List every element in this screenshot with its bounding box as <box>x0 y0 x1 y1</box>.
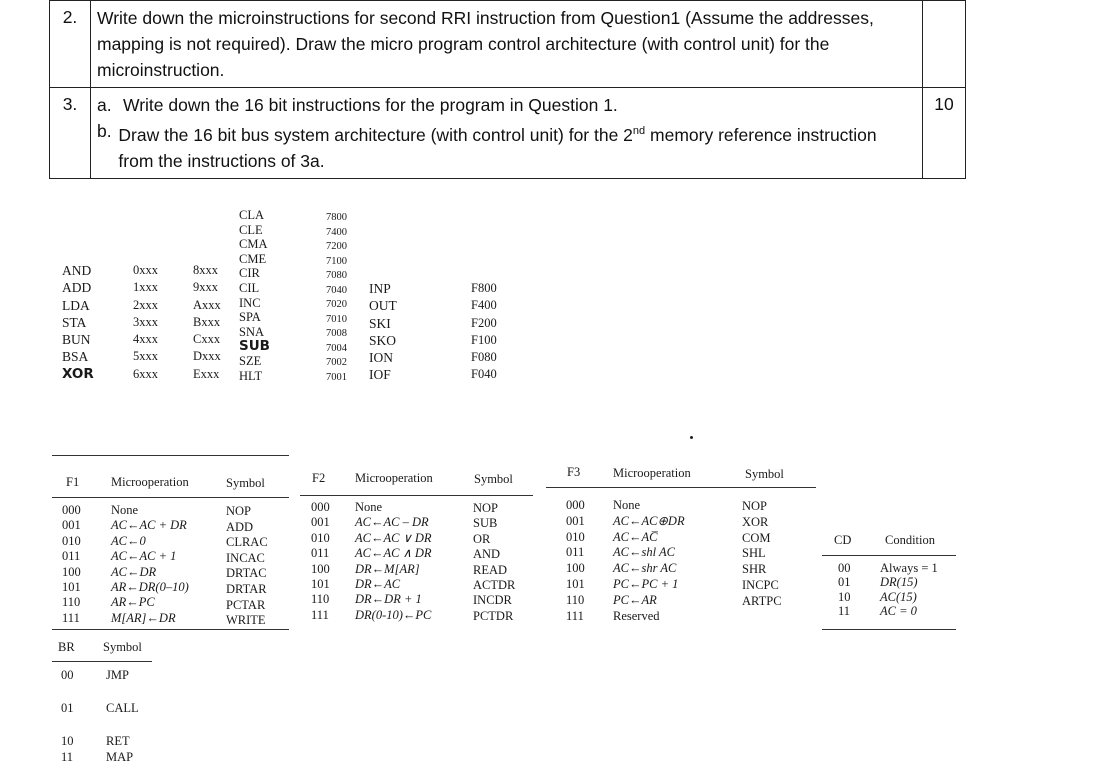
f2-header-rule <box>300 495 533 496</box>
br-header-code: BR <box>58 640 75 654</box>
br-symbol-2: RET <box>106 734 130 748</box>
f2-header-code: F2 <box>312 471 326 485</box>
rri-codes: 7800 7400 7200 7100 7080 7040 7020 7010 7008 7004 7002 7001 <box>326 212 347 383</box>
br-symbol-0: JMP <box>106 668 129 682</box>
f2-header-op: Microoperation <box>355 471 433 485</box>
question-parts <box>91 88 923 179</box>
br-code-3: 11 <box>61 750 74 764</box>
cd-conditions: Always = 1 DR(15) AC(15) AC = 0 <box>880 561 938 619</box>
f3-codes: 000 001 010 011 100 101 110 111 <box>566 498 585 623</box>
question-row-2 <box>50 1 966 88</box>
br-header-rule <box>52 661 152 662</box>
f1-header-op: Microoperation <box>111 475 189 489</box>
question-marks <box>923 1 966 88</box>
question-part-b: b. Draw the 16 bit bus system architecture (with control unit) for the 2nd memory reference instruction from the instructions of 3a. <box>97 121 877 171</box>
f3-header-symbol: Symbol <box>745 467 784 481</box>
f3-ops: None AC←AC⊕DR AC←AC̅ AC←shl AC AC←shr AC PC←PC + 1 PC←AR Reserved <box>613 498 685 623</box>
f1-header-rule <box>52 497 289 498</box>
f2-codes: 000 001 010 011 100 101 110 111 <box>311 500 330 622</box>
question-marks: 10 <box>923 88 966 179</box>
io-codes: F800 F400 F200 F100 F080 F040 <box>471 281 497 382</box>
question-text: Write down the microinstructions for second RRI instruction from Question1 (Assume the addresses, mapping is not required). Draw the micro program control architecture (with control unit) for the microinstruction. <box>91 1 923 88</box>
question-part-a: a. Write down the 16 bit instructions for the program in Question 1. <box>97 95 618 115</box>
f3-header-code: F3 <box>567 465 581 479</box>
f3-header-op: Microoperation <box>613 466 691 480</box>
question-number: 3. <box>50 88 91 179</box>
br-header-symbol: Symbol <box>103 640 142 654</box>
cd-header-rule <box>822 555 956 556</box>
br-code-1: 01 <box>61 701 74 715</box>
f3-header-rule <box>546 487 816 488</box>
f2-ops: None AC←AC – DR AC←AC ∨ DR AC←AC ∧ DR DR←M[AR] DR←AC DR←DR + 1 DR(0-10)←PC <box>355 500 432 622</box>
f1-symbols: NOP ADD CLRAC INCAC DRTAC DRTAR PCTAR WRITE <box>226 504 268 628</box>
question-table <box>49 0 966 179</box>
f1-bottom-rule <box>52 629 289 630</box>
rri-mnemonics: CLA CLE CMA CME CIR CIL INC SPA SNA SUB SZE HLT <box>239 208 270 383</box>
f2-symbols: NOP SUB OR AND READ ACTDR INCDR PCTDR <box>473 501 516 623</box>
br-symbol-1: CALL <box>106 701 139 715</box>
io-mnemonics: INP OUT SKI SKO ION IOF <box>369 281 397 383</box>
br-symbol-3: MAP <box>106 750 134 764</box>
f2-header-symbol: Symbol <box>474 472 513 486</box>
f1-codes: 000 001 010 011 100 101 110 111 <box>62 503 81 625</box>
f1-header-symbol: Symbol <box>226 476 265 490</box>
br-code-2: 10 <box>61 734 74 748</box>
mri-mnemonics: AND ADD LDA STA BUN BSA XOR <box>62 263 94 382</box>
mri-direct-codes: 0xxx 1xxx 2xxx 3xxx 4xxx 5xxx 6xxx <box>133 263 158 381</box>
f1-header-code: F1 <box>66 475 80 489</box>
question-row-3 <box>50 88 966 179</box>
cd-header-code: CD <box>834 533 852 547</box>
cd-bottom-rule <box>822 629 956 630</box>
f1-top-rule <box>52 455 289 456</box>
f1-ops: None AC←AC + DR AC←0 AC←AC + 1 AC←DR AR←DR(0–10) AR←PC M[AR]←DR <box>111 503 189 625</box>
f3-symbols: NOP XOR COM SHL SHR INCPC ARTPC <box>742 499 782 608</box>
cd-header-condition: Condition <box>885 533 936 547</box>
stray-dot <box>690 436 693 439</box>
br-code-0: 00 <box>61 668 74 682</box>
cd-codes: 00 01 10 11 <box>838 561 851 619</box>
question-number: 2. <box>50 1 91 88</box>
mri-indirect-codes: 8xxx 9xxx Axxx Bxxx Cxxx Dxxx Exxx <box>193 263 221 381</box>
